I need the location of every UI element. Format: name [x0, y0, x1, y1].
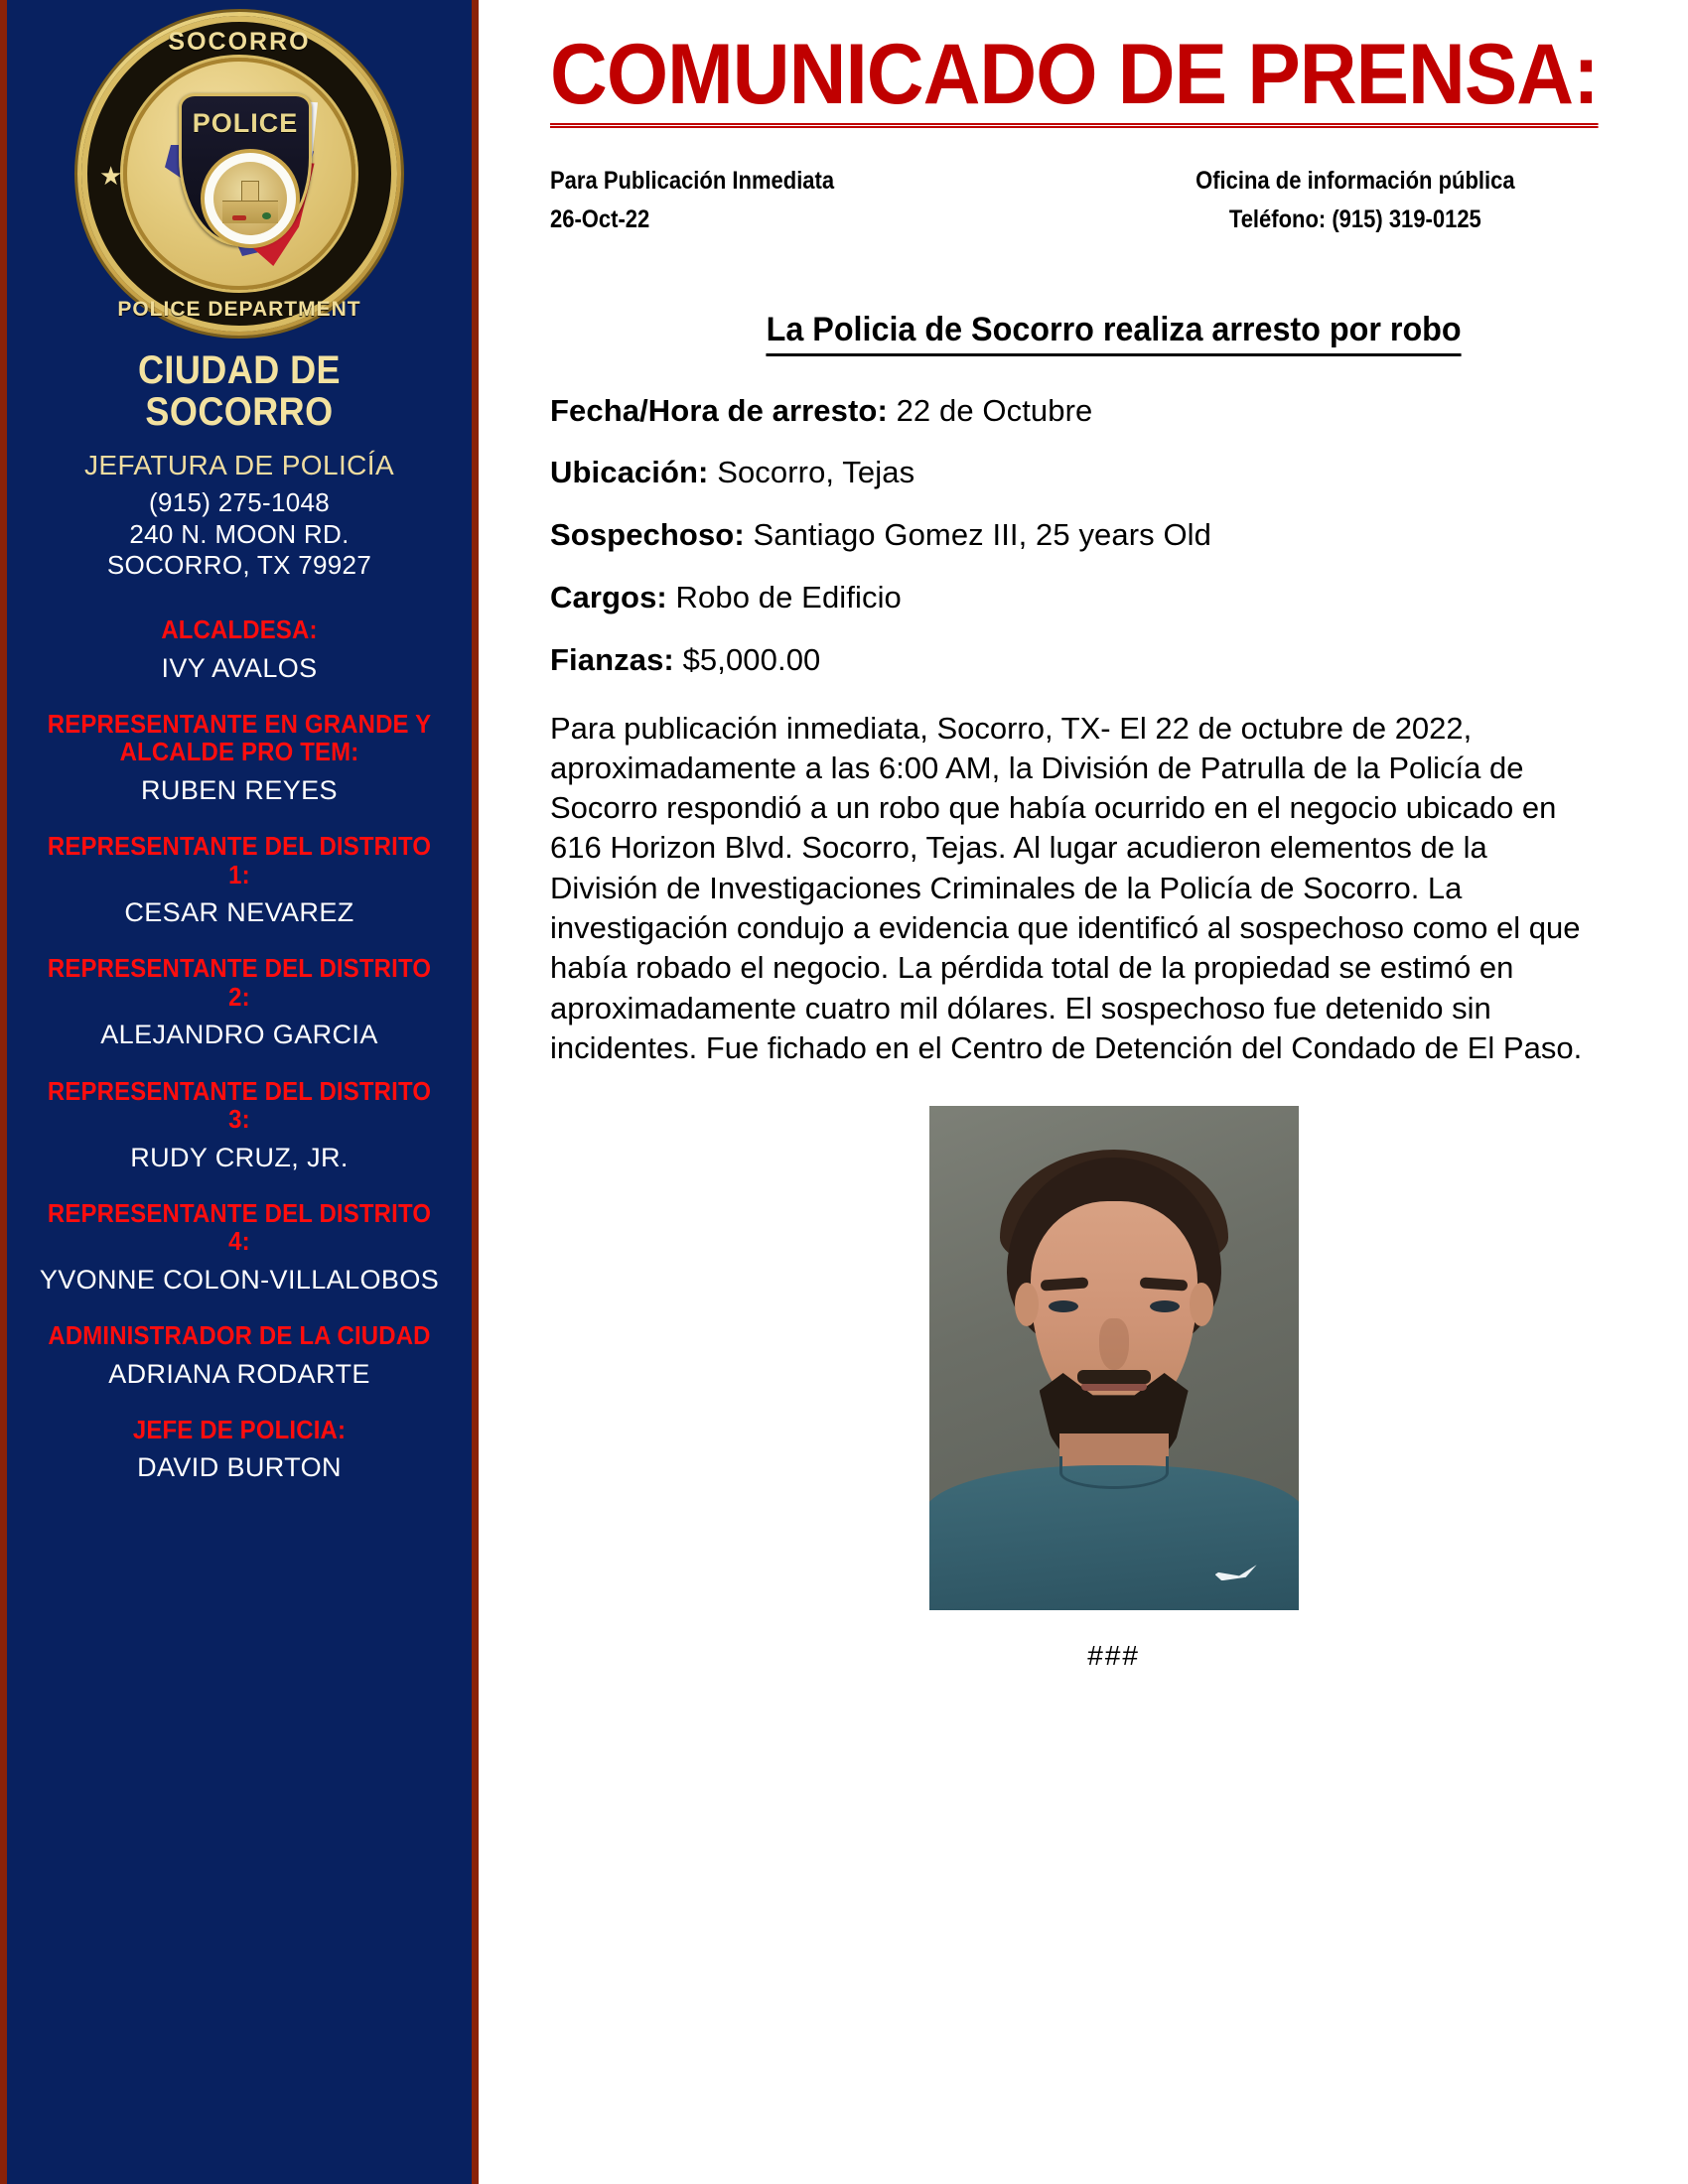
official-entry: [7, 710, 472, 806]
official-role: REPRESENTANTE DEL DISTRITO 1:: [47, 831, 432, 889]
official-name: DAVID BURTON: [137, 1452, 342, 1483]
mugshot-eye-left: [1049, 1300, 1078, 1312]
official-role: REPRESENTANTE DEL DISTRITO 4:: [47, 1197, 432, 1257]
mugshot-collar: [1059, 1456, 1169, 1489]
arrest-details-list: [550, 392, 1677, 679]
end-of-release-marker: ###: [1087, 1640, 1140, 1672]
badge-inner-ring: [123, 58, 355, 290]
shield-label: POLICE: [192, 108, 299, 138]
city-seal-icon: [201, 149, 300, 248]
city-title: CIUDAD DE SOCORRO: [137, 348, 342, 434]
department-name: JEFATURA DE POLICÍA: [83, 450, 395, 480]
detail-row: [550, 516, 1677, 554]
official-name: YVONNE COLON-VILLALOBOS: [39, 1264, 440, 1295]
official-name: RUDY CRUZ, JR.: [130, 1142, 349, 1172]
official-entry: [7, 615, 472, 684]
release-date: 26-Oct-22: [550, 205, 650, 233]
mugshot-moustache: [1077, 1370, 1151, 1384]
official-entry: [7, 832, 472, 928]
detail-row: [550, 392, 1677, 430]
mugshot-container: [550, 1106, 1677, 1610]
mugshot-nose: [1099, 1318, 1129, 1370]
seal-ground: [222, 201, 278, 223]
official-name: ADRIANA RODARTE: [108, 1358, 370, 1389]
mugshot-eye-right: [1150, 1300, 1180, 1312]
office-phone: Teléfono: (915) 319-0125: [1228, 205, 1481, 233]
detail-value: Santiago Gomez III, 25 years Old: [753, 517, 1212, 553]
detail-value: $5,000.00: [682, 641, 821, 677]
release-label: Para Publicación Inmediata: [550, 167, 835, 195]
official-role: ADMINISTRADOR DE LA CIUDAD: [48, 1320, 431, 1350]
body-lead-in: Para publicación inmediata, Socorro, TX-: [550, 710, 1111, 746]
body-paragraph: El 22 de octubre de 2022, aproximadamente a las 6:00 AM, la División de Patrulla de la Policía de Socorro respondió a un robo que había ocurrido en el negocio ubicado en 616 Horizon Blvd. Socorro, Tejas. Al lugar acudieron elementos de la División de Investigaciones Criminales de la Policía de Socorro. La investigación condujo a evidencia que identificó al sospechoso como el que había robado el negocio. La pérdida total de la propiedad se estimó en aproximadamente cuatro mil dólares. El sospechoso fue detenido sin incidentes. Fue fichado en el Centro de Detención del Condado de El Paso.: [550, 710, 1583, 1065]
badge-bottom-text: POLICE DEPARTMENT: [117, 298, 361, 321]
article-headline: [578, 311, 1649, 356]
detail-label: Sospechoso:: [550, 517, 745, 553]
seal-accent-green: [262, 212, 271, 219]
contact-info-row: [550, 162, 1671, 239]
official-role: REPRESENTANTE DEL DISTRITO 3:: [47, 1075, 432, 1135]
official-entry: [7, 954, 472, 1050]
badge-top-text: SOCORRO: [168, 28, 311, 56]
official-entry: [7, 1416, 472, 1484]
official-entry: [7, 1199, 472, 1296]
press-release-heading: COMUNICADO DE PRENSA:: [550, 32, 1599, 128]
official-name: IVY AVALOS: [161, 652, 318, 683]
detail-row: [550, 579, 1677, 616]
suspect-mugshot-photo: [929, 1106, 1299, 1610]
official-name: CESAR NEVAREZ: [124, 897, 354, 928]
detail-label: Cargos:: [550, 579, 667, 614]
detail-label: Fecha/Hora de arresto:: [550, 392, 888, 428]
press-release-body: [550, 709, 1583, 1069]
official-role: REPRESENTANTE DEL DISTRITO 2:: [47, 953, 432, 1012]
main-content: [479, 0, 1688, 2184]
badge-container: [7, 12, 472, 336]
detail-value: 22 de Octubre: [896, 392, 1093, 428]
article-headline-text: La Policia de Socorro realiza arresto por robo: [767, 311, 1462, 356]
office-info-column: [1040, 162, 1671, 239]
detail-value: Robo de Edificio: [675, 579, 902, 614]
mugshot-ear-right: [1190, 1283, 1213, 1326]
detail-row: [550, 641, 1677, 679]
official-role: REPRESENTANTE EN GRANDE Y ALCALDE PRO TEM:: [47, 708, 432, 767]
city-seal-inner: [213, 162, 287, 235]
sidebar-address-line1: 240 N. MOON RD.: [129, 518, 350, 549]
sidebar: [0, 0, 479, 2184]
detail-label: Ubicación:: [550, 455, 709, 490]
official-role: ALCALDESA:: [161, 614, 318, 645]
seal-accent-red: [232, 215, 246, 220]
officials-list: [7, 615, 472, 1483]
official-name: ALEJANDRO GARCIA: [100, 1020, 378, 1050]
release-info-column: [550, 162, 1040, 239]
official-name: RUBEN REYES: [141, 775, 338, 806]
mugshot-ear-left: [1015, 1283, 1039, 1326]
official-entry: [7, 1077, 472, 1173]
official-entry: [7, 1321, 472, 1390]
star-icon: ★: [99, 161, 123, 191]
official-role: JEFE DE POLICIA:: [132, 1414, 347, 1444]
detail-label: Fianzas:: [550, 641, 674, 677]
detail-value: Socorro, Tejas: [717, 455, 915, 490]
sidebar-phone: (915) 275-1048: [149, 487, 330, 518]
police-badge-icon: [77, 12, 401, 336]
public-info-office-label: Oficina de información pública: [1196, 167, 1515, 195]
detail-row: [550, 454, 1677, 491]
sidebar-address-line2: SOCORRO, TX 79927: [106, 550, 372, 581]
